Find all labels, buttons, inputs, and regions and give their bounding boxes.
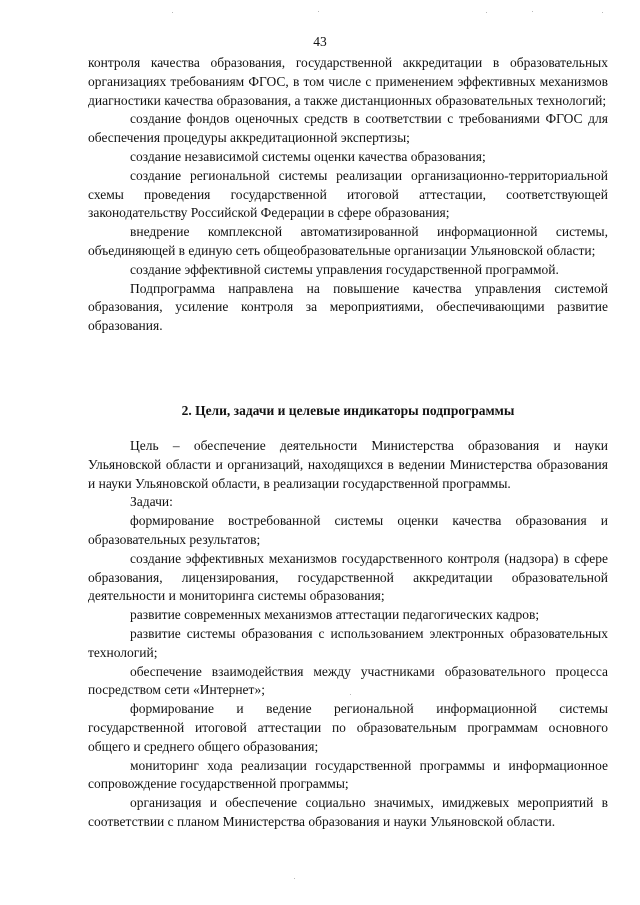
scan-speck	[172, 12, 173, 13]
paragraph: формирование востребованной системы оценки качества образования и образовательных результатов;	[88, 513, 608, 547]
paragraph: внедрение комплексной автоматизированной информационной системы, объединяющей в единую сеть общеобразовательные организации Ульяновской области;	[88, 224, 608, 258]
top-text-block	[88, 54, 608, 336]
scan-speck	[486, 12, 487, 13]
paragraph: контроля качества образования, государственной аккредитации в образовательных организациях требованиям ФГОС, в том числе с применением эффективных механизмов диагностики качества образования, а также дистанционных образовательных технологий;	[88, 55, 608, 108]
paragraph: развитие системы образования с использованием электронных образовательных технологий;	[88, 625, 608, 660]
section-heading: 2. Цели, задачи и целевые индикаторы подпрограммы	[181, 403, 515, 418]
paragraph: создание эффективных механизмов государственного контроля (надзора) в сфере образования, лицензирования, государственной аккредитации образовательной деятельности и мониторинга системы образования;	[88, 550, 608, 604]
scan-speck	[350, 694, 351, 695]
paragraph: создание независимой системы оценки качества образования;	[130, 148, 486, 164]
paragraph: Цель – обеспечение деятельности Министерства образования и науки Ульяновской области и организаций, находящихся в ведении Министерства образования и науки Ульяновской области, в реализации государственной программы.	[88, 438, 608, 491]
page-number: 43	[313, 34, 327, 49]
paragraph: организация и обеспечение социально значимых, имиджевых мероприятий в соответствии с планом Министерства образования и науки Ульяновской области.	[88, 795, 608, 829]
paragraph: Подпрограмма направлена на повышение качества управления системой образования, усиление контроля за мероприятиями, обеспечивающими развитие образования.	[88, 280, 608, 334]
paragraph: формирование и ведение региональной информационной системы государственной итоговой аттестации по образовательным программам основного общего и среднего общего образования;	[88, 701, 608, 754]
paragraph: обеспечение взаимодействия между участниками образовательного процесса посредством сети «Интернет»;	[88, 663, 608, 698]
paragraph: создание эффективной системы управления государственной программой.	[130, 261, 559, 277]
bottom-text-block	[88, 437, 608, 832]
scan-speck	[318, 11, 319, 12]
paragraph: мониторинг хода реализации государственной программы и информационное сопровождение государственной программы;	[88, 757, 608, 792]
scan-speck	[532, 11, 533, 12]
paragraph: создание фондов оценочных средств в соответствии с требованиями ФГОС для обеспечения процедуры аккредитационной экспертизы;	[88, 111, 608, 146]
scan-speck	[294, 878, 295, 879]
paragraph: развитие современных механизмов аттестации педагогических кадров;	[130, 607, 540, 623]
scan-speck	[602, 12, 603, 13]
paragraph: Задачи:	[130, 494, 173, 510]
paragraph: создание региональной системы реализации организационно-территориальной схемы проведения государственной итоговой аттестации, соответствующей законодательству Российской Федерации в сфере образования;	[88, 167, 608, 221]
